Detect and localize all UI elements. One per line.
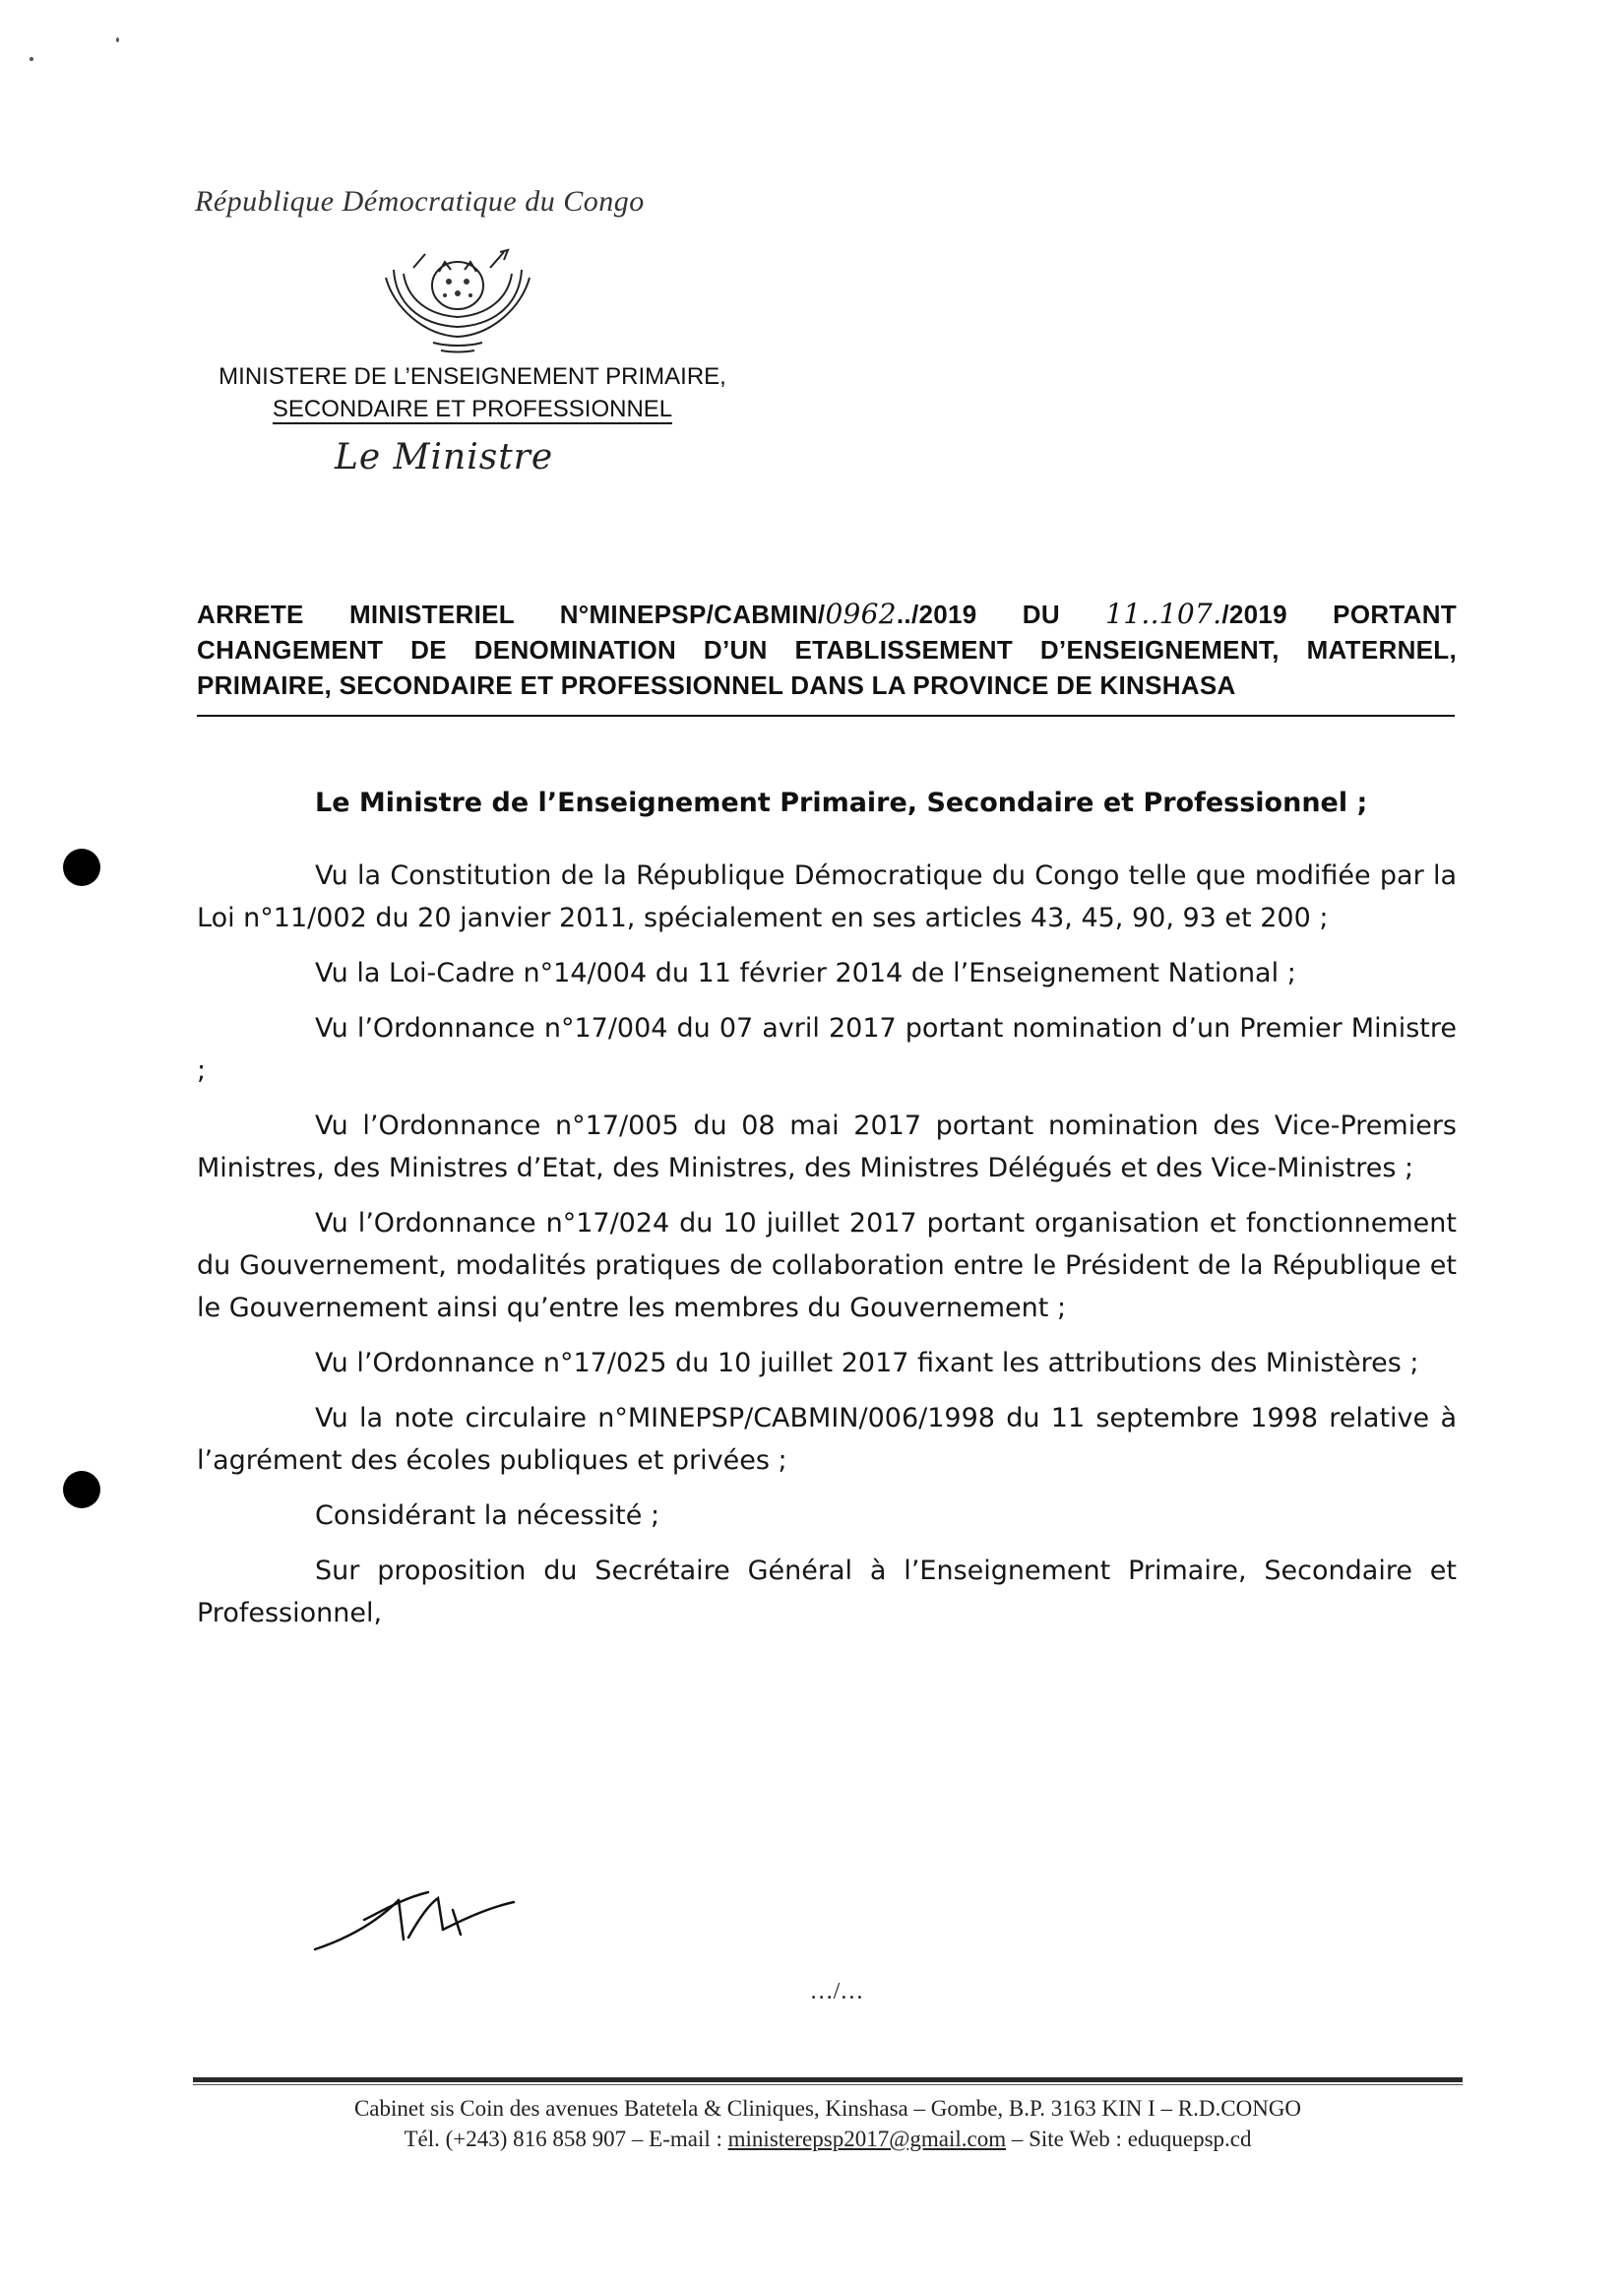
page-continuation: …/…: [809, 1979, 864, 2004]
handwritten-date: 11..107.: [1105, 598, 1222, 630]
paragraph-constitution: Vu la Constitution de la République Démocratique du Congo telle que modifiée par la Loi n°11/002 du 20 janvier 2011, spécialement en ses articles 43, 45, 90, 93 et 200 ;: [197, 860, 1457, 933]
handwritten-initials: [305, 1880, 531, 1959]
punch-hole-mark: [63, 1471, 100, 1508]
ministry-line-2: SECONDAIRE ET PROFESSIONNEL: [272, 396, 673, 422]
paragraph-note-circulaire: Vu la note circulaire n°MINEPSP/CABMIN/006/1998 du 11 septembre 1998 relative à l’agrément des écoles publiques et privées ;: [197, 1403, 1457, 1476]
ministry-name: [197, 360, 748, 425]
paragraph-ordonnance-17-025: Vu l’Ordonnance n°17/025 du 10 juillet 2017 fixant les attributions des Ministères ;: [315, 1348, 1419, 1378]
minister-calligraphy: Le Ministre: [335, 437, 554, 477]
punch-hole-mark: [63, 849, 100, 886]
title-underline: [197, 715, 1455, 717]
paragraph-ordonnance-17-004: Vu l’Ordonnance n°17/004 du 07 avril 2017 portant nomination d’un Premier Ministre ;: [197, 1013, 1457, 1086]
decree-title: [197, 597, 1457, 703]
footer-rule-thin: [193, 2084, 1463, 2085]
paragraph-ordonnance-17-024: Vu l’Ordonnance n°17/024 du 10 juillet 2017 portant organisation et fonctionnement du Gouvernement, modalités pratiques de collaboration entre le Président de la République et le Gouvernement ainsi qu’entre les membres du Gouvernement ;: [197, 1208, 1457, 1323]
paragraph-considerant: Considérant la nécessité ;: [315, 1500, 660, 1531]
coat-of-arms-emblem: [374, 248, 541, 354]
title-suffix: /2019 PORTANT CHANGEMENT DE DENOMINATION D’UN ETABLISSEMENT D’ENSEIGNEMENT, MATERNEL, PRIMAIRE, SECONDAIRE ET PROFESSIONNEL DANS LA PROVINCE DE KINSHASA: [197, 600, 1457, 700]
title-year: ../2019 DU: [896, 600, 1106, 629]
footer-website: – Site Web : eduquepsp.cd: [1006, 2127, 1252, 2151]
footer-telephone: Tél. (+243) 816 858 907 – E-mail :: [404, 2127, 728, 2151]
scan-speck: [30, 57, 33, 61]
scan-speck: [116, 37, 119, 42]
subject-line: Le Ministre de l’Enseignement Primaire, Secondaire et Professionnel ;: [315, 788, 1368, 818]
footer-rule-thick: [193, 2077, 1463, 2082]
handwritten-decree-number: 0962: [825, 598, 897, 630]
republic-heading: République Démocratique du Congo: [195, 185, 645, 218]
footer-email-link[interactable]: ministerepsp2017@gmail.com: [727, 2127, 1007, 2151]
paragraph-ordonnance-17-005: Vu l’Ordonnance n°17/005 du 08 mai 2017 portant nomination des Vice-Premiers Ministres, des Ministres d’Etat, des Ministres, des Ministres Délégués et des Vice-Ministres ;: [197, 1111, 1457, 1183]
paragraph-proposition: Sur proposition du Secrétaire Général à l’Enseignement Primaire, Secondaire et Professionnel,: [197, 1556, 1457, 1628]
footer-address: [193, 2093, 1463, 2154]
footer-line-1: Cabinet sis Coin des avenues Batetela & Cliniques, Kinshasa – Gombe, B.P. 3163 KIN I – R.D.CONGO: [353, 2096, 1302, 2121]
title-prefix: ARRETE MINISTERIEL N°MINEPSP/CABMIN/: [197, 600, 826, 629]
paragraph-loi-cadre: Vu la Loi-Cadre n°14/004 du 11 février 2014 de l’Enseignement National ;: [315, 958, 1296, 988]
decree-body: [197, 855, 1457, 1634]
ministry-line-1: MINISTERE DE L’ENSEIGNEMENT PRIMAIRE,: [219, 363, 726, 390]
footer-line-2: [193, 2124, 1463, 2154]
